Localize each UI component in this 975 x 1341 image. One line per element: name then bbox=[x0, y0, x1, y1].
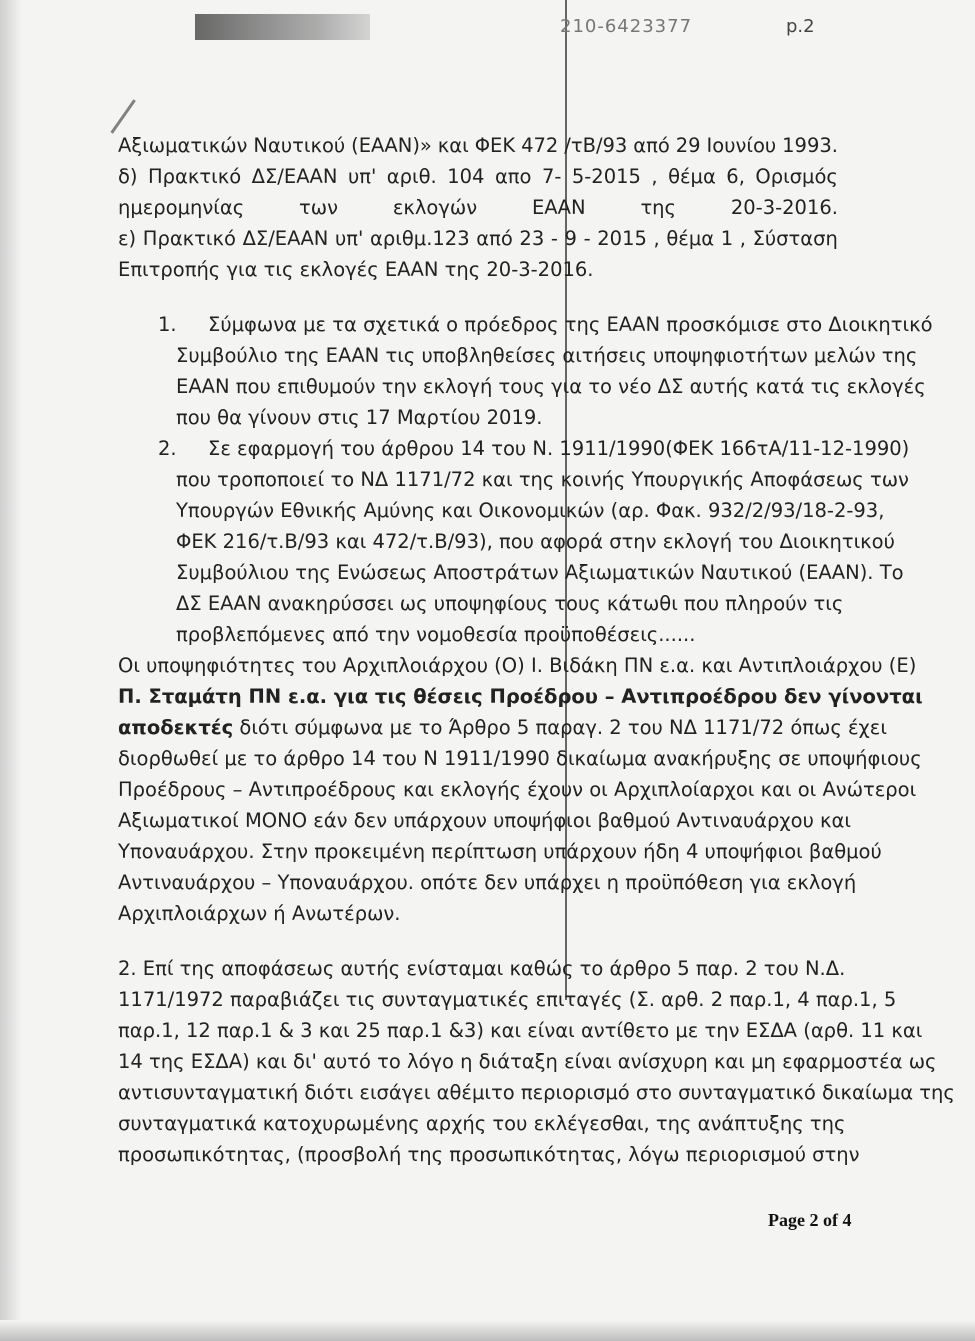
paragraph-line bbox=[118, 712, 887, 743]
paragraph-line: Αντιναυάρχου – Υποναυάρχου. οπότε δεν υπάρχει η προϋπόθεση για εκλογή bbox=[118, 871, 857, 894]
item-line: Σε εφαρμογή του άρθρου 14 του Ν. 1911/1990(ΦΕΚ 166τΑ/11-12-1990) bbox=[208, 437, 910, 460]
paragraph-line: αντισυνταγματική διότι εισάγει αθέμιτο περιορισμό στο συνταγματικό δικαίωμα της bbox=[118, 1081, 955, 1104]
candidates-paragraph bbox=[118, 650, 923, 929]
item-line: ΔΣ ΕΑΑΝ ανακηρύσσει ως υποψηφίους τους κάτωθι που πληρούν τις bbox=[176, 592, 844, 615]
paragraph-line: παρ.1, 12 παρ.1 & 3 και 25 παρ.1 &3) και είναι αντίθετο με την ΕΣΔΑ (αρθ. 11 και bbox=[118, 1019, 923, 1042]
references-block bbox=[118, 130, 838, 285]
plain-text: διότι σύμφωνα με το Άρθρο 5 παραγ. 2 του ΝΔ 1171/72 όπως έχει bbox=[233, 716, 887, 739]
fax-number: 210-6423377 bbox=[560, 16, 693, 37]
page-number-footer: Page 2 of 4 bbox=[768, 1210, 852, 1230]
bold-text: αποδεκτές bbox=[118, 716, 234, 739]
ref-line: ε) Πρακτικό ΔΣ/ΕΑΑΝ υπ' αριθμ.123 από 23 - 9 - 2015 , θέμα 1 , Σύσταση bbox=[118, 227, 838, 250]
paragraph-line: Αρχιπλοιάρχων ή Ανωτέρων. bbox=[118, 902, 401, 925]
item-line: που τροποποιεί το ΝΔ 1171/72 και της κοινής Υπουργικής Αποφάσεως των bbox=[176, 468, 909, 491]
item-line: ΕΑΑΝ που επιθυμούν την εκλογή τους για το νέο ΔΣ αυτής κατά τις εκλογές bbox=[176, 375, 926, 398]
paragraph-line: 1171/1972 παραβιάζει τις συνταγματικές επιταγές (Σ. αρθ. 2 παρ.1, 4 παρ.1, 5 bbox=[118, 988, 897, 1011]
fax-header bbox=[0, 0, 975, 60]
document-body bbox=[118, 130, 955, 1170]
item-line: Υπουργών Εθνικής Αμύνης και Οικονομικών (αρ. Φακ. 932/2/93/18-2-93, bbox=[176, 499, 885, 522]
bold-text: Π. Σταμάτη ΠΝ ε.α. για τις θέσεις Προέδρου – Αντιπροέδρου δεν γίνονται bbox=[118, 685, 923, 708]
paragraph-line: προσωπικότητας, (προσβολή της προσωπικότητας, λόγω περιορισμού στην bbox=[118, 1143, 860, 1166]
numbered-item-2 bbox=[118, 433, 910, 650]
scan-left-edge-shadow bbox=[0, 0, 22, 1341]
paragraph-line: Αξιωματικοί ΜΟΝΟ εάν δεν υπάρχουν υποψήφιοι βαθμού Αντιναυάρχου και bbox=[118, 809, 852, 832]
item-line: προβλεπόμενες από την νομοθεσία προϋποθέσεις...... bbox=[176, 623, 696, 646]
paragraph-line: 14 της ΕΣΔΑ) και δι' αυτό το λόγο η διάταξη είναι ανίσχυρη και μη εφαρμοστέα ως bbox=[118, 1050, 937, 1073]
paragraph-line: Προέδρους – Αντιπροέδρους και εκλογής έχουν οι Αρχιπλοίαρχοι και οι Ανώτεροι bbox=[118, 778, 917, 801]
ref-line: Αξιωματικών Ναυτικού (ΕΑΑΝ)» και ΦΕΚ 472 /τΒ/93 από 29 Ιουνίου 1993. bbox=[118, 134, 838, 157]
paragraph-line: 2. Επί της αποφάσεως αυτής ενίσταμαι καθώς το άρθρο 5 παρ. 2 του Ν.Δ. bbox=[118, 957, 846, 980]
item-line: που θα γίνουν στις 17 Μαρτίου 2019. bbox=[176, 406, 543, 429]
item-line: Συμβούλιου της Ενώσεως Αποστράτων Αξιωματικών Ναυτικού (ΕΑΑΝ). Το bbox=[176, 561, 904, 584]
paragraph-line: Υποναυάρχου. Στην προκειμένη περίπτωση υπάρχουν ήδη 4 υποψήφιοι βαθμού bbox=[118, 840, 882, 863]
ref-line: ημερομηνίας των εκλογών ΕΑΑΝ της 20-3-2016. bbox=[118, 196, 838, 219]
scan-bottom-edge-shadow bbox=[0, 1320, 975, 1341]
paragraph-line: συνταγματικά κατοχυρωμένης αρχής του εκλέγεσθαι, της ανάπτυξης της bbox=[118, 1112, 846, 1135]
numbered-item-1 bbox=[118, 309, 933, 433]
item-number: 2. bbox=[158, 437, 177, 460]
fax-header-smudge bbox=[195, 14, 370, 40]
paragraph-line-bold bbox=[118, 681, 923, 712]
ref-line: δ) Πρακτικό ΔΣ/ΕΑΑΝ υπ' αριθ. 104 απο 7- 5-2015 , θέμα 6, Ορισμός bbox=[118, 165, 838, 188]
item-number: 1. bbox=[158, 313, 177, 336]
objection-paragraph bbox=[118, 953, 955, 1170]
paragraph-line: Οι υποψηφιότητες του Αρχιπλοιάρχου (Ο) Ι. Βιδάκη ΠΝ ε.α. και Αντιπλοιάρχου (Ε) bbox=[118, 654, 917, 677]
paragraph-line: διορθωθεί με το άρθρο 14 του Ν 1911/1990 δικαίωμα ανακήρυξης σε υποψήφιους bbox=[118, 747, 922, 770]
item-line: ΦΕΚ 216/τ.Β/93 και 472/τ.Β/93), που αφορά στην εκλογή του Διοικητικού bbox=[176, 530, 895, 553]
fax-page-mark: p.2 bbox=[786, 16, 815, 37]
item-line: Συμβούλιο της ΕΑΑΝ τις υποβληθείσες αιτήσεις υποψηφιοτήτων μελών της bbox=[176, 344, 918, 367]
item-line: Σύμφωνα με τα σχετικά ο πρόεδρος της ΕΑΑΝ προσκόμισε στο Διοικητικό bbox=[208, 313, 933, 336]
ref-line: Επιτροπής για τις εκλογές ΕΑΑΝ της 20-3-2016. bbox=[118, 258, 594, 281]
